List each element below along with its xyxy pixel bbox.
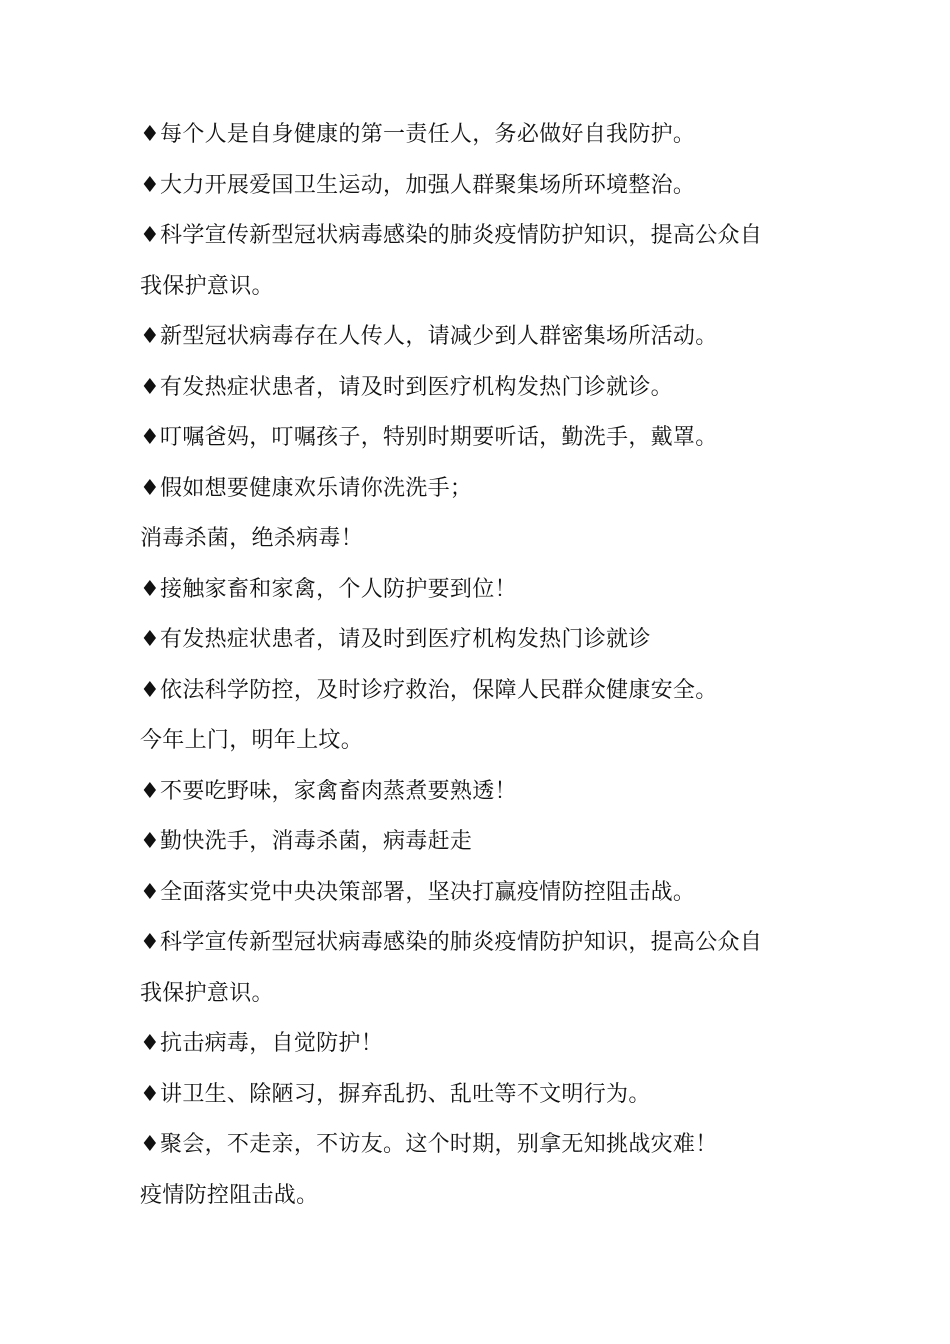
text-line: ♦新型冠状病毒存在人传人，请减少到人群密集场所活动。 — [140, 324, 718, 349]
text-line: 今年上门，明年上坟。 — [140, 728, 364, 753]
text-line: ♦勤快洗手，消毒杀菌，病毒赶走 — [140, 829, 473, 854]
text-line: ♦有发热症状患者，请及时到医疗机构发热门诊就诊。 — [140, 374, 673, 400]
text-line: ♦科学宣传新型冠状病毒感染的肺炎疫情防护知识，提高公众自 — [140, 930, 763, 955]
text-line: ♦不要吃野味，家禽畜肉蒸煮要熟透！ — [140, 778, 517, 804]
text-line: ♦有发热症状患者，请及时到医疗机构发热门诊就诊 — [140, 627, 651, 652]
text-line: ♦接触家畜和家禽，个人防护要到位！ — [140, 576, 517, 602]
text-line: ♦全面落实党中央决策部署，坚决打赢疫情防控阻击战。 — [140, 879, 696, 905]
text-line: ♦科学宣传新型冠状病毒感染的肺炎疫情防护知识，提高公众自 — [140, 223, 763, 248]
text-line: ♦讲卫生、除陋习，摒弃乱扔、乱吐等不文明行为。 — [140, 1081, 651, 1107]
text-line: ♦抗击病毒，自觉防护！ — [140, 1031, 384, 1056]
document-body — [140, 110, 840, 1221]
text-line: 疫情防控阻击战。 — [140, 1182, 319, 1208]
text-line: ♦假如想要健康欢乐请你洗洗手； — [140, 475, 473, 501]
text-line: 我保护意识。 — [140, 273, 274, 299]
text-line: ♦聚会，不走亲，不访友。这个时期，别拿无知挑战灾难！ — [140, 1132, 718, 1157]
text-line: 我保护意识。 — [140, 980, 274, 1006]
text-line: 消毒杀菌，绝杀病毒！ — [140, 526, 364, 551]
text-line: ♦叮嘱爸妈，叮嘱孩子，特别时期要听话，勤洗手，戴罩。 — [140, 425, 718, 450]
text-line: ♦大力开展爱国卫生运动，加强人群聚集场所环境整治。 — [140, 172, 696, 198]
text-line: ♦每个人是自身健康的第一责任人，务必做好自我防护。 — [140, 122, 696, 147]
text-line: ♦依法科学防控，及时诊疗救治，保障人民群众健康安全。 — [140, 677, 718, 703]
